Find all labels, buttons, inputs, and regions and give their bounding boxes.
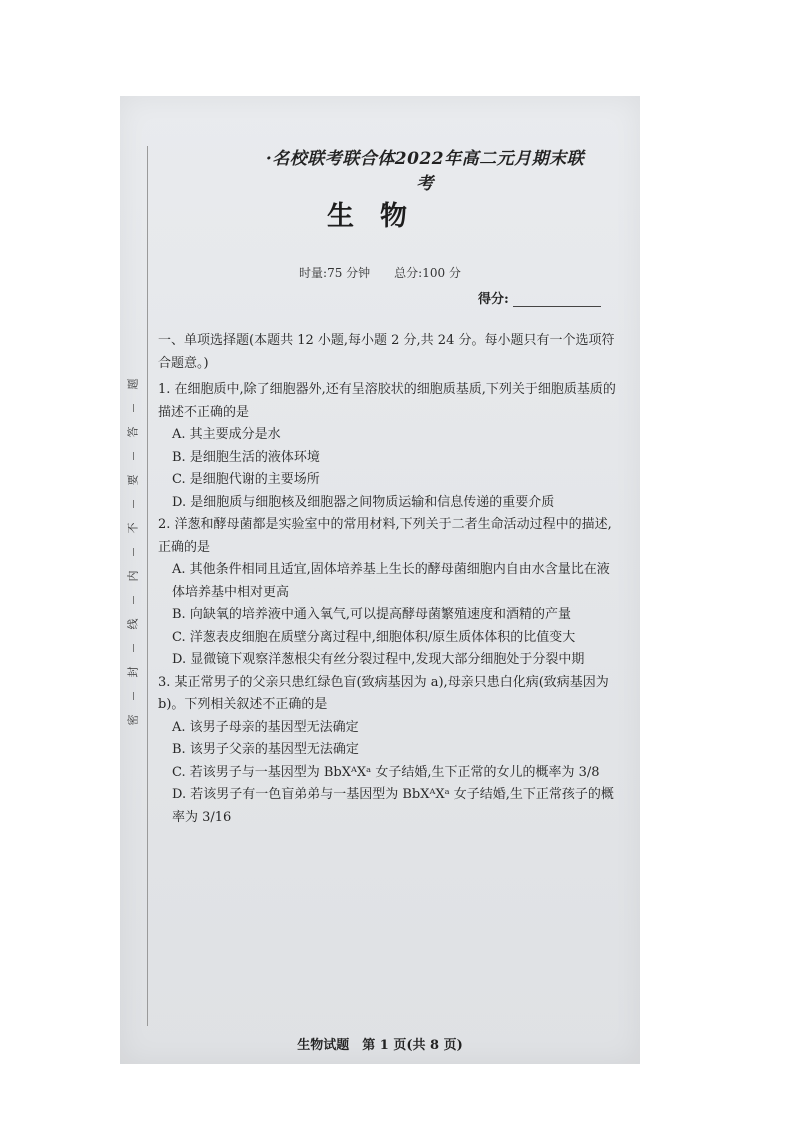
binding-char: 答 [126, 426, 139, 438]
question-stem: 2. 洋葱和酵母菌都是实验室中的常用材料,下列关于二者生命活动过程中的描述,正确的是 [158, 517, 612, 555]
exam-page-photo [120, 96, 640, 1064]
option-c: C. 若该男子与一基因型为 BbXᴬXᵃ 女子结婚,生下正常的女儿的概率为 3/8 [172, 764, 600, 780]
binding-line [147, 146, 148, 1026]
question-stem: 1. 在细胞质中,除了细胞器外,还有呈溶胶状的细胞质基质,下列关于细胞质基质的描述不正确的是 [158, 382, 616, 420]
binding-char: 不 [126, 522, 139, 534]
subject-title: 生物 [327, 201, 433, 232]
option-c: C. 洋葱表皮细胞在质壁分离过程中,细胞体积/原生质体体积的比值变大 [172, 629, 576, 645]
exam-meta: 时量:75 分钟 总分:100 分 [299, 266, 461, 280]
option-d: D. 若该男子有一色盲弟弟与一基因型为 BbXᴬXᵃ 女子结婚,生下正常孩子的概率为 3/16 [172, 787, 614, 825]
option-a: A. 其主要成分是水 [172, 427, 281, 442]
score-field [478, 288, 601, 307]
binding-char: 题 [126, 378, 139, 390]
option-c: C. 是细胞代谢的主要场所 [172, 472, 320, 487]
option-b: B. 向缺氧的培养液中通入氧气,可以提高酵母菌繁殖速度和酒精的产量 [172, 607, 571, 622]
binding-char: 封 [126, 666, 139, 678]
option-d: D. 显微镜下观察洋葱根尖有丝分裂过程中,发现大部分细胞处于分裂中期 [172, 652, 585, 667]
option-a: A. 其他条件相同且适宜,固体培养基上生长的酵母菌细胞内自由水含量比在液体培养基中相对更高 [172, 562, 610, 600]
question-content [158, 330, 618, 829]
exam-header: ·名校联考联合体2022年高二元月期末联考 [265, 149, 585, 194]
section-heading: 一、单项选择题(本题共 12 小题,每小题 2 分,共 24 分。每小题只有一个选项符合题意。) [158, 333, 615, 371]
binding-char: 线 [126, 618, 139, 630]
binding-char: 要 [126, 474, 139, 486]
page-footer: 生物试题 第 1 页(共 8 页) [297, 1038, 463, 1053]
binding-margin-text [126, 366, 140, 738]
question-1 [158, 379, 618, 514]
option-b: B. 该男子父亲的基因型无法确定 [172, 742, 359, 757]
question-2 [158, 514, 618, 672]
option-b: B. 是细胞生活的液体环境 [172, 449, 320, 465]
option-d: D. 是细胞质与细胞核及细胞器之间物质运输和信息传递的重要介质 [172, 494, 555, 510]
option-a: A. 该男子母亲的基因型无法确定 [172, 719, 359, 735]
question-3 [158, 672, 618, 830]
binding-char: 密 [126, 714, 139, 726]
score-label: 得分: [478, 292, 509, 307]
binding-char: 内 [126, 570, 139, 582]
score-blank [513, 306, 601, 307]
question-stem: 3. 某正常男子的父亲只患红绿色盲(致病基因为 a),母亲只患白化病(致病基因为 b)。下列相关叙述不正确的是 [158, 674, 609, 712]
